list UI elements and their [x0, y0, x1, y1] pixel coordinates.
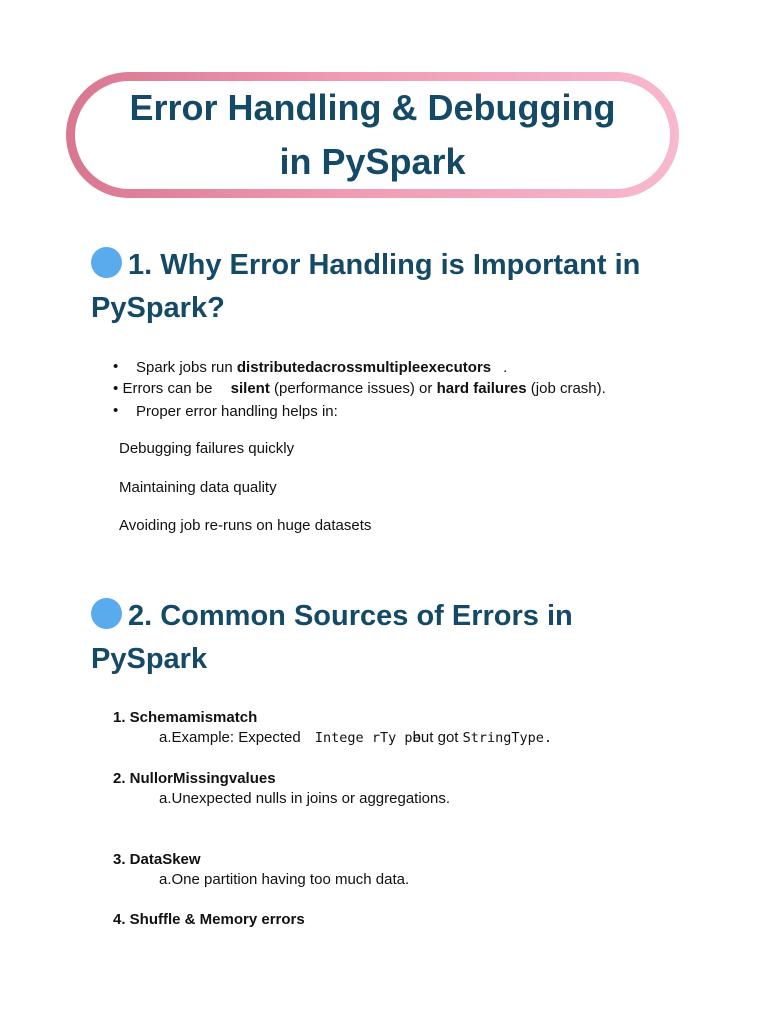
code-integer-type: Intege rTy pe — [314, 730, 421, 746]
bullet-point-icon: • — [113, 402, 119, 419]
bullet-2-bold-hard-failures: hard failures — [436, 380, 527, 397]
blue-circle-icon — [91, 598, 122, 629]
title-banner — [66, 72, 679, 198]
sub-item-2: Maintaining data quality — [119, 479, 277, 496]
bullet-point-icon: • — [113, 380, 119, 397]
example-middle: but got — [412, 729, 463, 746]
bullet-2-suffix: (job crash). — [526, 380, 606, 397]
list-item-title: 2. NullorMissingvalues — [113, 770, 276, 787]
list-item-description: a.Unexpected nulls in joins or aggregations. — [159, 790, 451, 807]
title-banner-inner — [75, 81, 670, 189]
section-1-heading-line-2: PySpark? — [91, 292, 225, 324]
section-2-heading-line-1: 2. Common Sources of Errors in — [128, 600, 573, 632]
document-title-line-2: in PySpark — [279, 141, 466, 182]
list-item-description: a.One partition having too much data. — [159, 871, 410, 888]
example-prefix: a.Example: Expected — [159, 729, 305, 746]
bullet-1-bold: distributedacrossmultipleexecutors — [236, 359, 492, 376]
list-item-title: 4. Shuffle & Memory errors — [113, 911, 305, 928]
list-item-title: 1. Schemamismatch — [113, 709, 258, 726]
bullet-item-3: Proper error handling helps in: — [136, 403, 338, 420]
sub-item-1: Debugging failures quickly — [119, 440, 295, 457]
bullet-2-bold-silent: silent — [230, 380, 270, 397]
section-2-heading-line-2: PySpark — [91, 643, 208, 675]
bullet-item-2 — [113, 380, 606, 398]
blue-circle-icon — [91, 247, 122, 278]
bullet-2-prefix: Errors can be — [122, 380, 217, 397]
sub-item-3: Avoiding job re-runs on huge datasets — [119, 517, 372, 534]
document-title-line-1: Error Handling & Debugging — [129, 87, 616, 128]
code-string-type: StringType. — [462, 730, 553, 746]
section-1-heading-line-1: 1. Why Error Handling is Important in — [128, 249, 641, 281]
bullet-2-middle: (performance issues) or — [269, 380, 437, 397]
section-1-heading — [91, 244, 711, 330]
section-2-heading — [91, 595, 711, 681]
list-item-title: 3. DataSkew — [113, 851, 201, 868]
bullet-point-icon: • — [113, 358, 119, 375]
bullet-item-1 — [136, 359, 507, 377]
bullet-1-prefix: Spark jobs run — [136, 359, 237, 376]
list-item-description — [159, 729, 552, 747]
bullet-1-suffix: . — [503, 359, 508, 376]
